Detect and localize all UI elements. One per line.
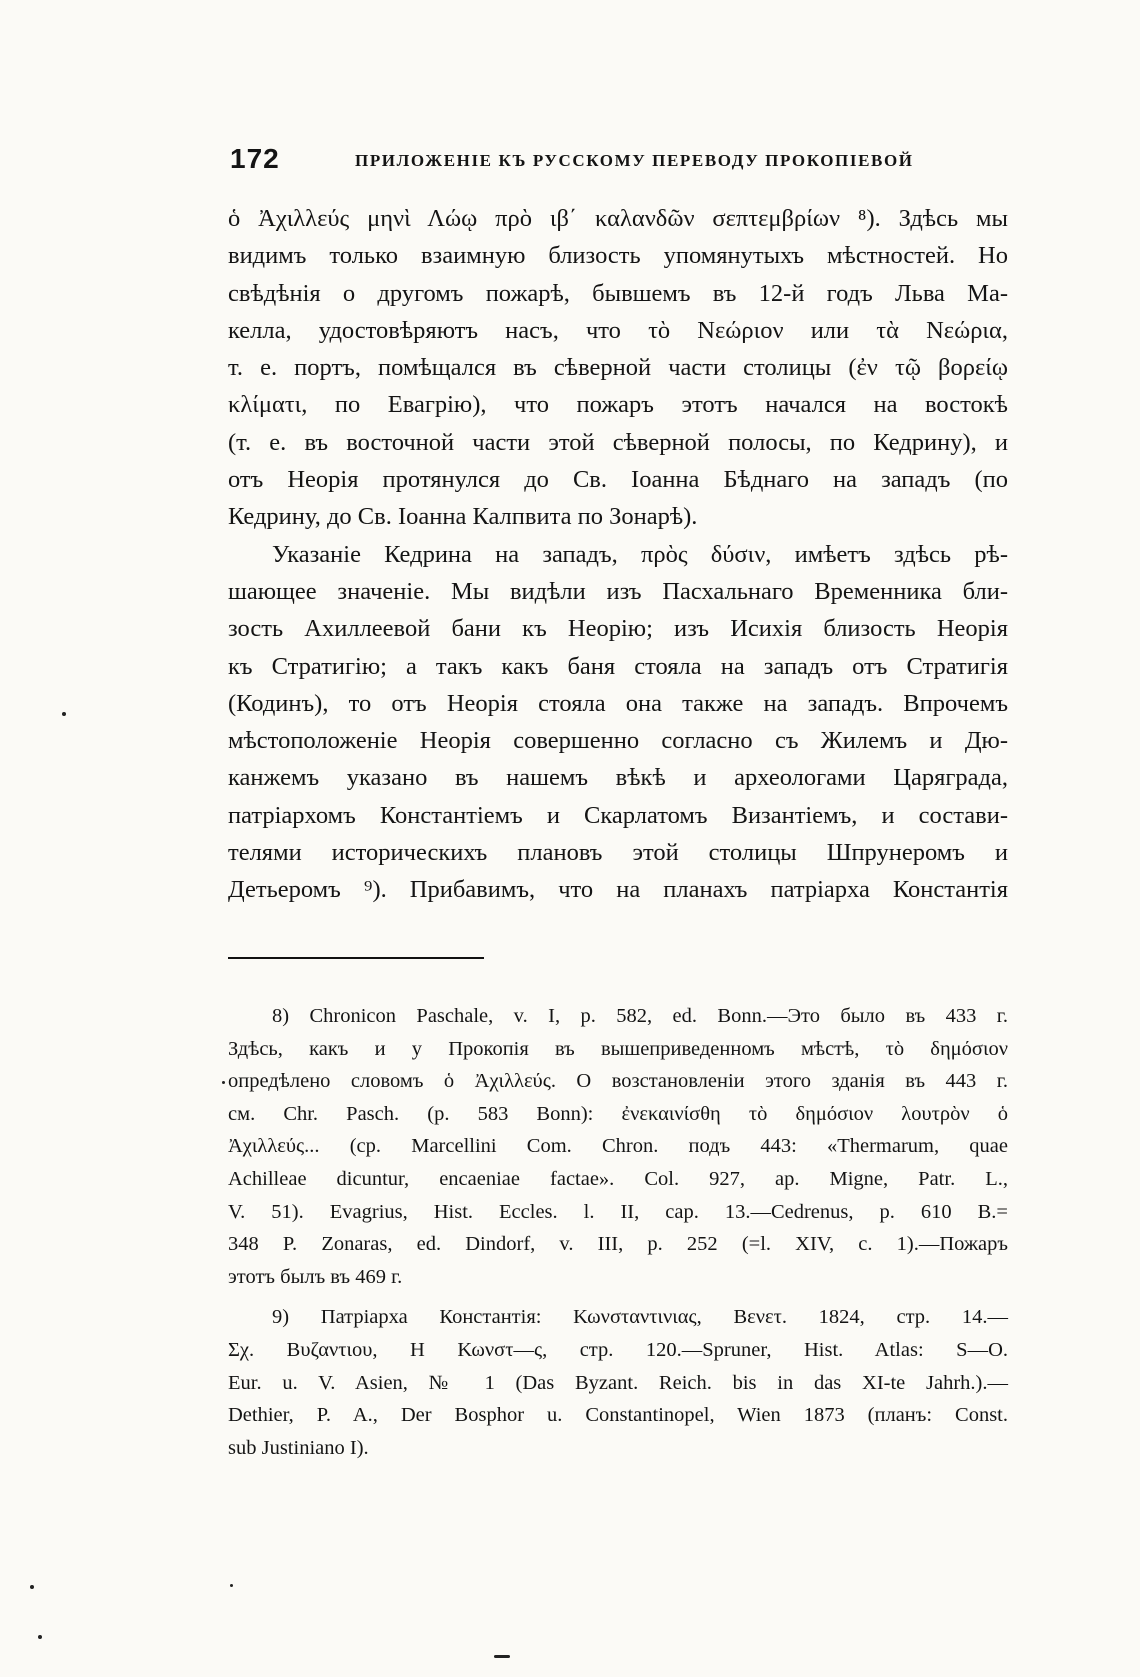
- footnote-9-line: 9) Патріарха Константія: Κωνσταντινιας, Βενετ. 1824, стр. 14.—: [272, 1306, 1008, 1329]
- scan-speck: [62, 712, 66, 716]
- footnote-8-line: 8) Chronicon Paschale, v. I, p. 582, ed. Bonn.—Это было въ 433 г.: [272, 1005, 1008, 1027]
- running-head: ПРИЛОЖЕНІЕ КЪ РУССКОМУ ПЕРЕВОДУ ПРОКОПІЕВОЙ: [355, 151, 914, 170]
- text-line: къ Стратигію; а такъ какъ баня стояла на западъ отъ Стратигія: [228, 652, 1008, 680]
- footnote-9-line: Dethier, P. A., Der Bosphor u. Constantinopel, Wien 1873 (планъ: Const.: [228, 1404, 1008, 1427]
- text-line: келла, удостовѣряютъ насъ, что τὸ Νεώριον или τὰ Νεώρια,: [228, 316, 1008, 344]
- footnote-divider: [228, 957, 484, 959]
- footnote-8-line: V. 51). Evagrius, Hist. Eccles. l. II, cap. 13.—Cedrenus, p. 610 B.=: [228, 1200, 1008, 1223]
- text-line: отъ Неорія протянулся до Св. Іоанна Бѣднаго на западъ (по: [228, 466, 1008, 494]
- text-line: видимъ только взаимную близость упомянутыхъ мѣстностей. Но: [228, 242, 1008, 270]
- scan-speck: [494, 1655, 510, 1658]
- footnotes: [228, 1000, 1008, 1464]
- scan-speck: [38, 1635, 42, 1639]
- footnote-8-line: этотъ былъ въ 469 г.: [228, 1265, 403, 1288]
- footnote-8-line: Здѣсь, какъ и у Прокопія въ вышеприведенномъ мѣстѣ, τὸ δημόσιον: [228, 1037, 1008, 1060]
- text-line: ὁ Ἀχιλλεύς μηνὶ Λώῳ πρὸ ιβ΄ καλανδῶν σεπτεμβρίων ⁸). Здѣсь мы: [228, 205, 1008, 232]
- footnote-9-line: Eur. u. V. Asien, № 1 (Das Byzant. Reich. bis in das XI-te Jahrh.).—: [228, 1371, 1008, 1394]
- text-line: патріархомъ Константіемъ и Скарлатомъ Византіемъ, и состави-: [228, 801, 1008, 829]
- page-header: [230, 143, 1030, 183]
- main-text: [228, 200, 1008, 909]
- text-line: зость Ахиллеевой бани къ Неорію; изъ Исихія близость Неорія: [228, 615, 1008, 643]
- footnote-9-line: sub Justiniano I).: [228, 1436, 369, 1459]
- footnote-gap: [228, 1293, 1008, 1301]
- text-line: Кедрину, до Св. Іоанна Калпвита по Зонарѣ).: [228, 503, 698, 531]
- footnote-9-line: Σχ. Βυζαντιου, Η Κωνστ—ς, стр. 120.—Spruner, Hist. Atlas: S—O.: [228, 1338, 1008, 1361]
- scan-speck: [230, 1584, 233, 1587]
- text-line: мѣстоположеніе Неорія совершенно согласно съ Жилемъ и Дю-: [228, 727, 1008, 755]
- text-line: Детьеромъ ⁹). Прибавимъ, что на планахъ патріарха Константія: [228, 876, 1008, 904]
- text-line: κλίματι, по Евагрію), что пожаръ этотъ начался на востокѣ: [228, 391, 1008, 419]
- text-line: (Кодинъ), то отъ Неорія стояла она также на западъ. Впрочемъ: [228, 689, 1008, 717]
- text-line: (т. е. въ восточной части этой сѣверной полосы, по Кедрину), и: [228, 428, 1008, 456]
- footnote-8-line: см. Chr. Pasch. (p. 583 Bonn): ἐνεκαινίσθη τὸ δημόσιον λουτρὸν ὁ: [228, 1102, 1008, 1125]
- text-line: шающее значеніе. Мы видѣли изъ Пасхальнаго Временника бли-: [228, 577, 1008, 605]
- footnote-8-line: Ἀχιλλεύς... (ср. Marcellini Com. Chron. подъ 443: «Thermarum, quae: [228, 1135, 1008, 1158]
- text-line: т. е. портъ, помѣщался въ сѣверной части столицы (ἐν τῷ βορείῳ: [228, 354, 1008, 382]
- text-line: канжемъ указано въ нашемъ вѣкѣ и археологами Царяграда,: [228, 764, 1008, 792]
- footnote-8-line: опредѣлено словомъ ὁ Ἀχιλλεύς. О возстановленіи этого зданія въ 443 г.: [228, 1070, 1008, 1093]
- scan-speck: [30, 1585, 34, 1589]
- footnote-8-line: Achilleae dicuntur, encaeniae factae». Col. 927, ap. Migne, Patr. L.,: [228, 1167, 1008, 1190]
- footnote-8-line: 348 P. Zonaras, ed. Dindorf, v. III, p. 252 (=l. XIV, c. 1).—Пожаръ: [228, 1233, 1008, 1256]
- text-line: телями историческихъ плановъ этой столицы Шпрунеромъ и: [228, 839, 1008, 867]
- page-number: 172: [230, 143, 280, 174]
- text-line: свѣдѣнія о другомъ пожарѣ, бывшемъ въ 12-й годъ Льва Ма-: [228, 279, 1008, 307]
- scan-speck: [222, 1081, 225, 1084]
- paragraph-first-line: Указаніе Кедрина на западъ, πρὸς δύσιν, имѣетъ здѣсь рѣ-: [272, 540, 1008, 568]
